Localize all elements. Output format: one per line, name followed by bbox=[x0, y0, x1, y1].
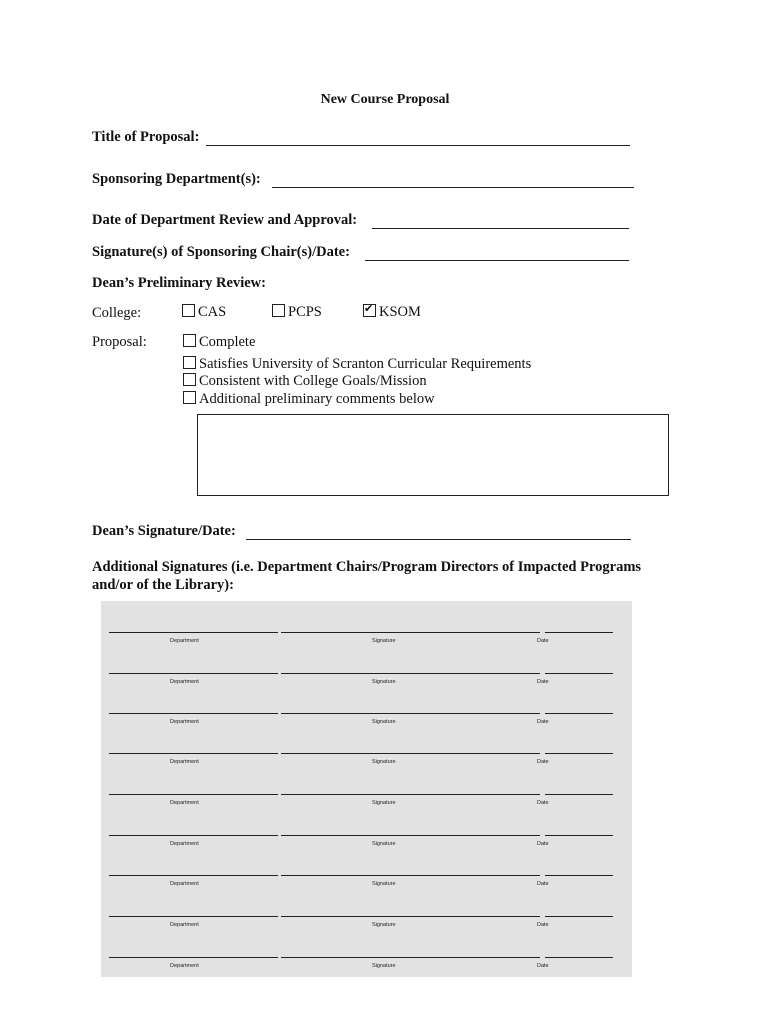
review-date-label: Date of Department Review and Approval: bbox=[92, 212, 358, 228]
signature-caption: Signature bbox=[372, 881, 396, 887]
date-line[interactable] bbox=[545, 875, 613, 876]
signature-row bbox=[101, 794, 632, 824]
date-caption: Date bbox=[537, 963, 549, 969]
chair-signature-label: Signature(s) of Sponsoring Chair(s)/Date: bbox=[92, 244, 350, 260]
signature-line[interactable] bbox=[281, 673, 540, 674]
proposal-option-goals[interactable]: Consistent with College Goals/Mission bbox=[183, 373, 427, 390]
date-caption: Date bbox=[537, 922, 549, 928]
date-line[interactable] bbox=[545, 713, 613, 714]
department-line[interactable] bbox=[109, 916, 278, 917]
sponsoring-department-field[interactable] bbox=[272, 187, 634, 188]
signature-caption: Signature bbox=[372, 759, 396, 765]
date-line[interactable] bbox=[545, 957, 613, 958]
college-option-pcps[interactable]: PCPS bbox=[272, 304, 322, 321]
signature-caption: Signature bbox=[372, 679, 396, 685]
signature-line[interactable] bbox=[281, 875, 540, 876]
additional-signatures-heading-line2: and/or of the Library): bbox=[92, 577, 234, 593]
sponsoring-department-label: Sponsoring Department(s): bbox=[92, 171, 261, 187]
department-caption: Department bbox=[170, 759, 199, 765]
date-caption: Date bbox=[537, 759, 549, 765]
signature-caption: Signature bbox=[372, 719, 396, 725]
proposal-title-label: Title of Proposal: bbox=[92, 129, 200, 145]
review-date-field[interactable] bbox=[372, 228, 629, 229]
date-caption: Date bbox=[537, 841, 549, 847]
department-caption: Department bbox=[170, 679, 199, 685]
comments-box[interactable] bbox=[197, 414, 669, 496]
college-label: College: bbox=[92, 305, 142, 321]
checkbox-ksom[interactable] bbox=[363, 304, 376, 317]
date-line[interactable] bbox=[545, 794, 613, 795]
proposal-option-complete[interactable]: Complete bbox=[183, 334, 255, 351]
signature-row bbox=[101, 632, 632, 662]
proposal-label: Proposal: bbox=[92, 334, 147, 350]
signature-row bbox=[101, 673, 632, 703]
date-line[interactable] bbox=[545, 673, 613, 674]
signature-row bbox=[101, 835, 632, 865]
checkbox-comments[interactable] bbox=[183, 391, 196, 404]
department-line[interactable] bbox=[109, 794, 278, 795]
department-line[interactable] bbox=[109, 753, 278, 754]
date-caption: Date bbox=[537, 719, 549, 725]
proposal-option-comments[interactable]: Additional preliminary comments below bbox=[183, 391, 435, 408]
date-caption: Date bbox=[537, 881, 549, 887]
chair-signature-field[interactable] bbox=[365, 260, 629, 261]
department-line[interactable] bbox=[109, 713, 278, 714]
checkbox-cas[interactable] bbox=[182, 304, 195, 317]
proposal-title-field[interactable] bbox=[206, 145, 630, 146]
checkbox-curricular[interactable] bbox=[183, 356, 196, 369]
signature-line[interactable] bbox=[281, 753, 540, 754]
checkbox-complete[interactable] bbox=[183, 334, 196, 347]
department-caption: Department bbox=[170, 719, 199, 725]
signature-line[interactable] bbox=[281, 713, 540, 714]
date-caption: Date bbox=[537, 800, 549, 806]
signature-row bbox=[101, 713, 632, 743]
college-option-cas[interactable]: CAS bbox=[182, 304, 226, 321]
signature-line[interactable] bbox=[281, 916, 540, 917]
department-line[interactable] bbox=[109, 632, 278, 633]
signature-line[interactable] bbox=[281, 957, 540, 958]
dean-signature-field[interactable] bbox=[246, 539, 631, 540]
date-line[interactable] bbox=[545, 916, 613, 917]
college-option-ksom[interactable]: ✔ KSOM bbox=[363, 304, 421, 321]
signature-row bbox=[101, 875, 632, 905]
signature-row bbox=[101, 957, 632, 987]
date-caption: Date bbox=[537, 679, 549, 685]
date-line[interactable] bbox=[545, 632, 613, 633]
dean-review-heading: Dean’s Preliminary Review: bbox=[92, 275, 266, 291]
page-title: New Course Proposal bbox=[320, 92, 450, 107]
checkbox-pcps[interactable] bbox=[272, 304, 285, 317]
dean-signature-label: Dean’s Signature/Date: bbox=[92, 523, 236, 539]
signature-caption: Signature bbox=[372, 963, 396, 969]
signature-row bbox=[101, 753, 632, 783]
department-caption: Department bbox=[170, 800, 199, 806]
date-line[interactable] bbox=[545, 835, 613, 836]
signature-caption: Signature bbox=[372, 638, 396, 644]
signature-line[interactable] bbox=[281, 835, 540, 836]
checkbox-goals[interactable] bbox=[183, 373, 196, 386]
date-line[interactable] bbox=[545, 753, 613, 754]
signature-caption: Signature bbox=[372, 800, 396, 806]
department-caption: Department bbox=[170, 841, 199, 847]
proposal-option-curricular[interactable]: Satisfies University of Scranton Curricular Requirements bbox=[183, 356, 531, 373]
department-caption: Department bbox=[170, 922, 199, 928]
department-caption: Department bbox=[170, 638, 199, 644]
department-line[interactable] bbox=[109, 835, 278, 836]
date-caption: Date bbox=[537, 638, 549, 644]
department-caption: Department bbox=[170, 881, 199, 887]
additional-signatures-heading-line1: Additional Signatures (i.e. Department Chairs/Program Directors of Impacted Programs bbox=[92, 559, 642, 575]
signature-row bbox=[101, 916, 632, 946]
signature-caption: Signature bbox=[372, 922, 396, 928]
additional-signatures-panel bbox=[101, 601, 632, 977]
department-line[interactable] bbox=[109, 957, 278, 958]
signature-line[interactable] bbox=[281, 632, 540, 633]
department-line[interactable] bbox=[109, 875, 278, 876]
department-caption: Department bbox=[170, 963, 199, 969]
signature-line[interactable] bbox=[281, 794, 540, 795]
signature-caption: Signature bbox=[372, 841, 396, 847]
department-line[interactable] bbox=[109, 673, 278, 674]
